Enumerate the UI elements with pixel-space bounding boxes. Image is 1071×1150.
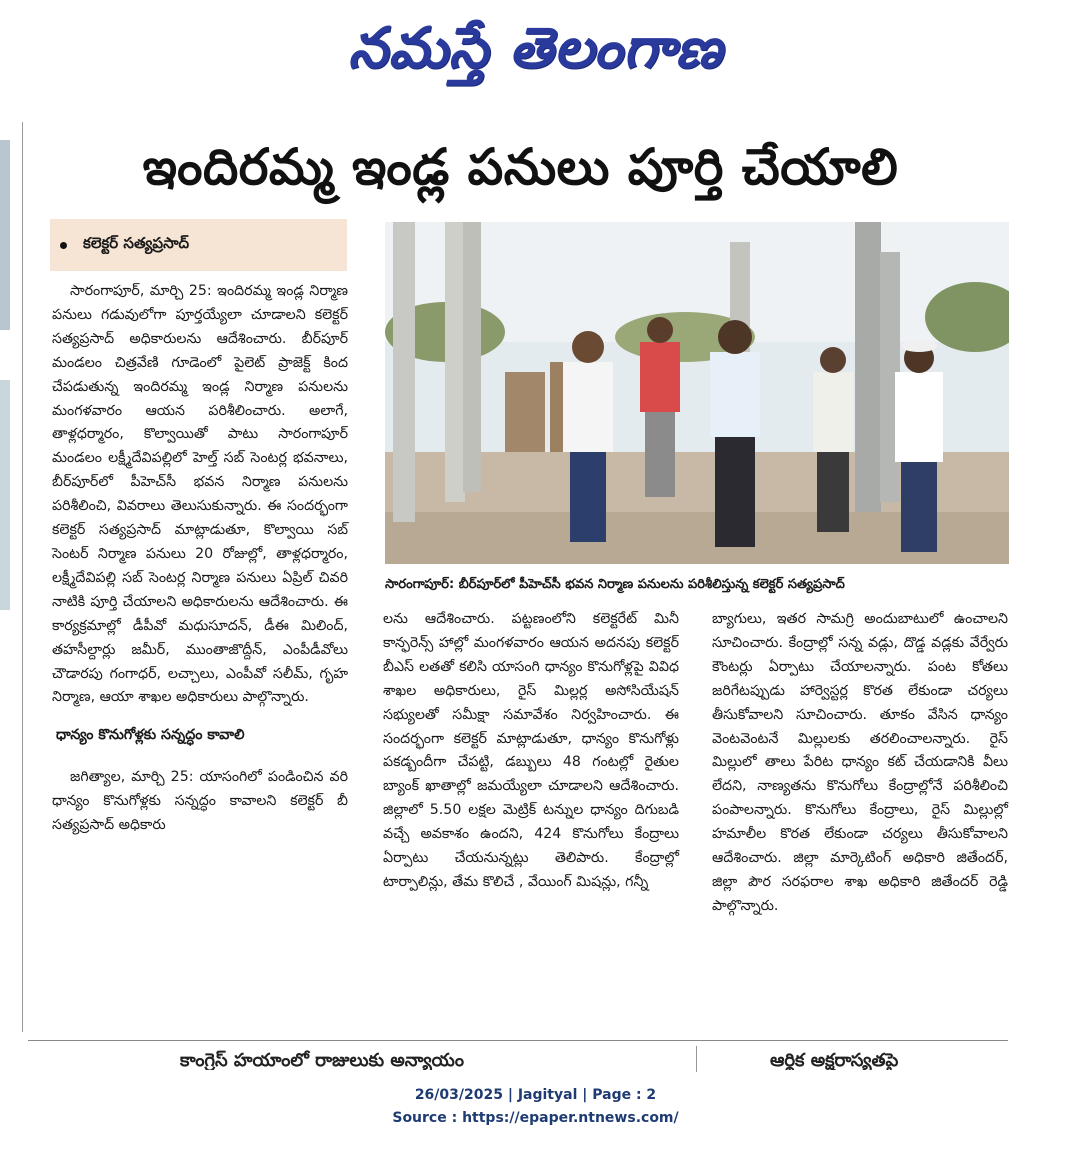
source-link[interactable]: Source : https://epaper.ntnews.com/ xyxy=(392,1110,679,1126)
bullet-icon xyxy=(60,242,67,249)
article-headline: ఇందిరమ్మ ఇండ్ల పనులు పూర్తి చేయాలి xyxy=(142,137,899,196)
story-paragraph: సారంగాపూర్, మార్చి 25: ఇందిరమ్మ ఇండ్ల నిర్మాణ పనులు గడువులోగా పూర్తయ్యేలా చూడాలని కలెక్టర్ సత్యప్రసాద్ అధికారులను ఆదేశించారు. బీర్‌పూర్ మండలం చిత్రవేణి గూడెంలో పైలెట్ ప్రాజెక్ట్ కింద చేపడుతున్న ఇందిరమ్మ ఇండ్ల నిర్మాణ పనులను మంగళవారం ఆయన పరిశీలించారు. అలాగే, తాళ్లధర్మారం, కొల్వాయితో పాటు సారంగాపూర్ మండలం లక్ష్మీదేవిపల్లిలో హెల్త్ సబ్ సెంటర్ల భవనాలు, బీర్‌పూర్‌లో పీహెచ్‌సీ భవన నిర్మాణ పనులను పరిశీలించి, వివరాలు తెలుసుకున్నారు. ఈ సందర్భంగా కలెక్టర్ సత్యప్రసాద్ మాట్లాడుతూ, కొల్వాయి సబ్ సెంటర్ నిర్మాణ పనులు 20 రోజుల్లో, తాళ్లధర్మారం, లక్ష్మీదేవిపల్లి సబ్ సెంటర్ల నిర్మాణ పనులు ఏప్రిల్ చివరి నాటికి పూర్తి చేయాలని అధికారులను ఆదేశించారు. ఈ కార్యక్రమాల్లో డీపీవో మధుసూదన్, డీఈ మిలింద్, తహసీల్దార్లు జమీర్, ముంతాజొద్దీన్, ఎంపీడీవోలు చౌడారపు గంగాధర్, లచ్చాలు, ఎంపీవో సలీమ్, గృహ నిర్మాణ, ఆయా శాఖల అధికారులు పాల్గొన్నారు. xyxy=(52,283,348,706)
byline-box xyxy=(50,219,347,271)
column-right xyxy=(712,608,1008,919)
newspaper-logo: నమస్తే తెలంగాణ xyxy=(348,15,723,81)
story-subheadline: ధాన్యం కొనుగోళ్లకు సన్నద్ధం కావాలి xyxy=(56,727,245,744)
column-left xyxy=(52,280,348,838)
column-divider xyxy=(696,1046,697,1072)
next-story-headline: ఆర్థిక అక్షరాస్యతపై xyxy=(770,1050,899,1070)
adjacent-column-strip xyxy=(0,122,23,1032)
column-middle xyxy=(383,608,679,895)
edition-info: 26/03/2025 | Jagityal | Page : 2 xyxy=(414,1087,657,1103)
adjacent-photo-fragment xyxy=(0,380,10,610)
story-paragraph: లను ఆదేశించారు. పట్టణంలోని కలెక్టరేట్ మినీ కాన్ఫరెన్స్ హాల్లో మంగళవారం ఆయన అదనపు కలెక్టర్ బీఎస్ లతతో కలిసి యాసంగి ధాన్యం కొనుగోళ్లపై వివిధ శాఖల అధికారులు, రైస్ మిల్లర్ల అసోసియేషన్ సభ్యులతో సమీక్షా సమావేశం నిర్వహించారు. ఈ సందర్భంగా కలెక్టర్ మాట్లాడుతూ, ధాన్యం కొనుగోళ్లు పకడ్బందీగా చేపట్టి, డబ్బులు 48 గంటల్లో రైతుల బ్యాంక్ ఖాతాల్లో జమయ్యేలా చూడాలని ఆదేశించారు. జిల్లాలో 5.50 లక్షల మెట్రిక్ టన్నుల ధాన్యం దిగుబడి వచ్చే అవకాశం ఉందని, 424 కొనుగోలు కేంద్రాలు ఏర్పాటు చేయనున్నట్లు తెలిపారు. కేంద్రాల్లో టార్పాలిన్లు, తేమ కొలిచే , వేయింగ్ మిషన్లు, గన్నీ xyxy=(383,611,679,890)
next-story-headline: కాంగ్రెస్ హయాంలో రాజులుకు అన్యాయం xyxy=(180,1050,464,1070)
page-footer xyxy=(0,1084,1071,1130)
masthead xyxy=(0,0,1071,110)
photo-caption: సారంగాపూర్: బీర్‌పూర్‌లో పీహెచ్‌సీ భవన నిర్మాణ పనులను పరిశీలిస్తున్న కలెక్టర్ సత్యప్రసాద్ xyxy=(385,577,845,592)
byline-text: కలెక్టర్ సత్యప్రసాద్ xyxy=(83,234,190,252)
story-paragraph: బ్యాగులు, ఇతర సామగ్రి అందుబాటులో ఉంచాలని సూచించారు. కేంద్రాల్లో సన్న వడ్లు, దొడ్డ వడ్లకు వేర్వేరు కౌంటర్లు ఏర్పాటు చేయాలన్నారు. పంట కోతలు జరిగేటప్పుడు హార్వెస్టర్ల కొరత లేకుండా చర్యలు తీసుకోవాలని సూచించారు. తూకం వేసిన ధాన్యం వెంటవెంటనే మిల్లులకు తరలించాలన్నారు. రైస్ మిల్లులో తాలు పేరిట ధాన్యం కట్ చేయడానికి వీలు లేదని, నాణ్యతను కొనుగోలు కేంద్రాల్లోనే పరిశీలించి పంపాలన్నారు. కొనుగోలు కేంద్రాలు, రైస్ మిల్లుల్లో హమాలీల కొరత లేకుండా చర్యలు తీసుకోవాలని ఆదేశించారు. జిల్లా మార్కెటింగ్ అధికారి జితేందర్, జిల్లా పౌర సరఫరాల శాఖ అధికారి జితేందర్ రెడ్డి పాల్గొన్నారు. xyxy=(712,611,1008,914)
news-photo xyxy=(385,222,1009,564)
story-paragraph: జగిత్యాల, మార్చి 25: యాసంగిలో పండించిన వరి ధాన్యం కొనుగోళ్లకు సన్నద్ధం కావాలని కలెక్టర్ బీ సత్యప్రసాద్ అధికారు xyxy=(52,769,348,834)
construction-site-photo xyxy=(385,222,1009,564)
adjacent-photo-fragment xyxy=(0,140,10,330)
section-divider xyxy=(28,1040,1008,1041)
